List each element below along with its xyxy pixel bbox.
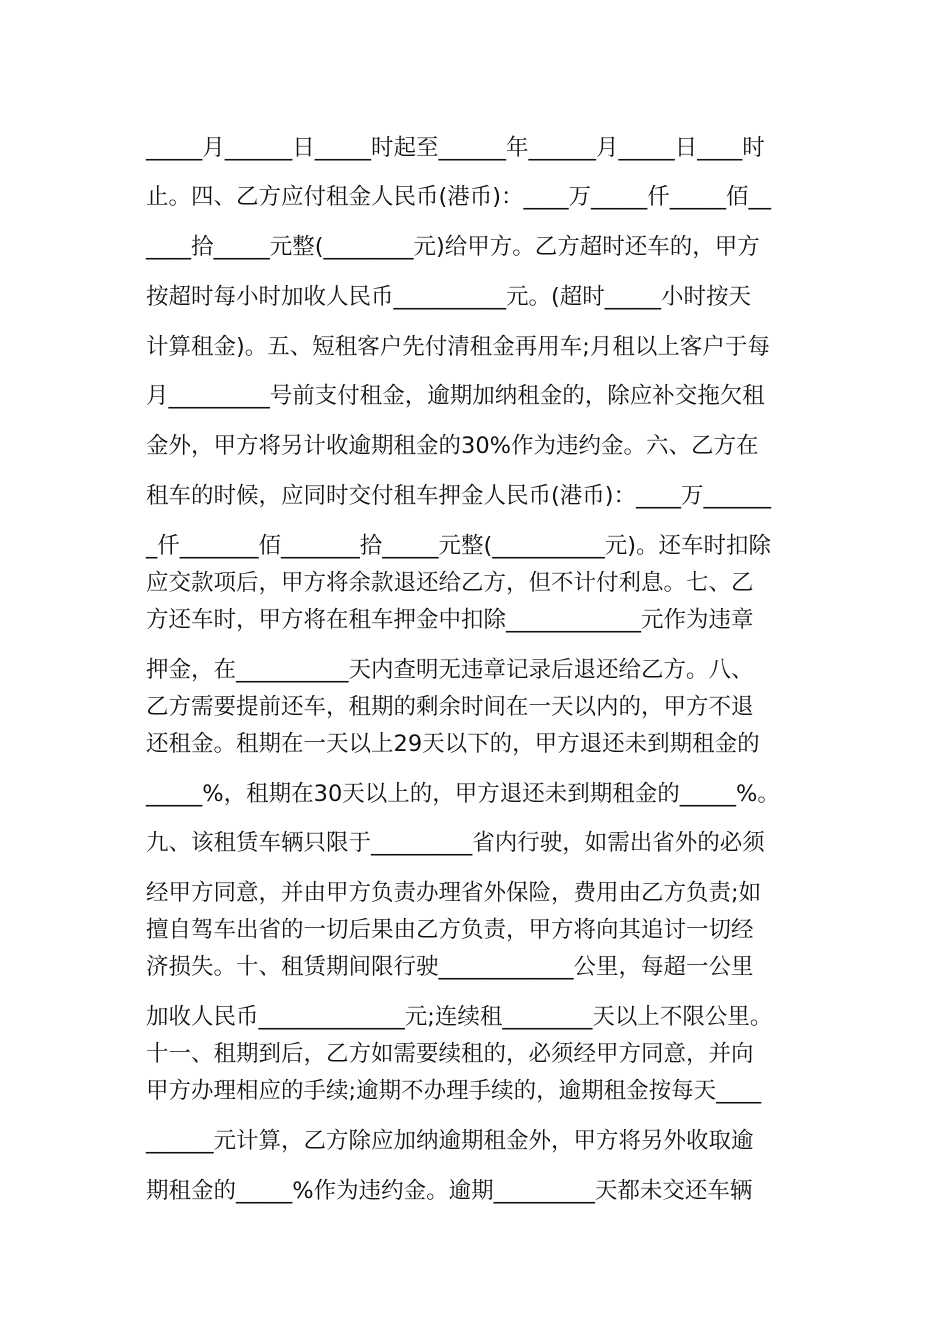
text-line: 应交款项后，甲方将余款退还给乙方，但不计付利息。七、乙 [146, 570, 754, 596]
text-line: _____月______日_____时起至______年______月_____日____时 [146, 135, 765, 161]
text-line: ____拾_____元整(________元)给甲方。乙方超时还车的，甲方 [146, 234, 760, 260]
text-line: _仟_______佰_______拾_____元整(__________元)。还车时扣除 [146, 533, 772, 559]
text-line: 加收人民币_____________元;连续租________天以上不限公里。 [146, 1004, 773, 1030]
text-line: 经甲方同意，并由甲方负责办理省外保险，费用由乙方负责;如 [146, 880, 762, 906]
text-line: 十一、租期到后，乙方如需要续租的，必须经甲方同意，并向 [146, 1041, 754, 1067]
text-line: 租车的时候，应同时交付租车押金人民币(港币)：____万______ [146, 483, 772, 509]
text-line: 还租金。租期在一天以上29天以下的，甲方退还未到期租金的 [146, 731, 760, 757]
text-line: 按超时每小时加收人民币__________元。(超时_____小时按天 [146, 284, 752, 310]
text-line: 济损失。十、租赁期间限行驶____________公里，每超一公里 [146, 954, 754, 980]
text-line: 止。四、乙方应付租金人民币(港币)：____万_____仟_____佰__ [146, 184, 772, 210]
text-line: 甲方办理相应的手续;逾期不办理手续的，逾期租金按每天____ [146, 1078, 762, 1104]
text-line: 期租金的_____%作为违约金。逾期_________天都未交还车辆 [146, 1178, 753, 1204]
text-line: ______元计算，乙方除应加纳逾期租金外，甲方将另外收取逾 [146, 1128, 754, 1154]
text-line: 擅自驾车出省的一切后果由乙方负责，甲方将向其追讨一切经 [146, 917, 754, 943]
text-line: 押金，在__________天内查明无违章记录后退还给乙方。八、 [146, 657, 754, 683]
text-line: 九、该租赁车辆只限于_________省内行驶，如需出省外的必须 [146, 830, 765, 856]
text-line: 月_________号前支付租金，逾期加纳租金的，除应补交拖欠租 [146, 383, 765, 409]
text-line: 计算租金)。五、短租客户先付清租金再用车;月租以上客户于每 [146, 334, 770, 360]
text-line: 金外，甲方将另计收逾期租金的30%作为违约金。六、乙方在 [146, 433, 759, 459]
text-line: 方还车时，甲方将在租车押金中扣除____________元作为违章 [146, 607, 754, 633]
text-line: _____%，租期在30天以上的，甲方退还未到期租金的_____%。 [146, 781, 780, 807]
text-line: 乙方需要提前还车，租期的剩余时间在一天以内的，甲方不退 [146, 694, 754, 720]
